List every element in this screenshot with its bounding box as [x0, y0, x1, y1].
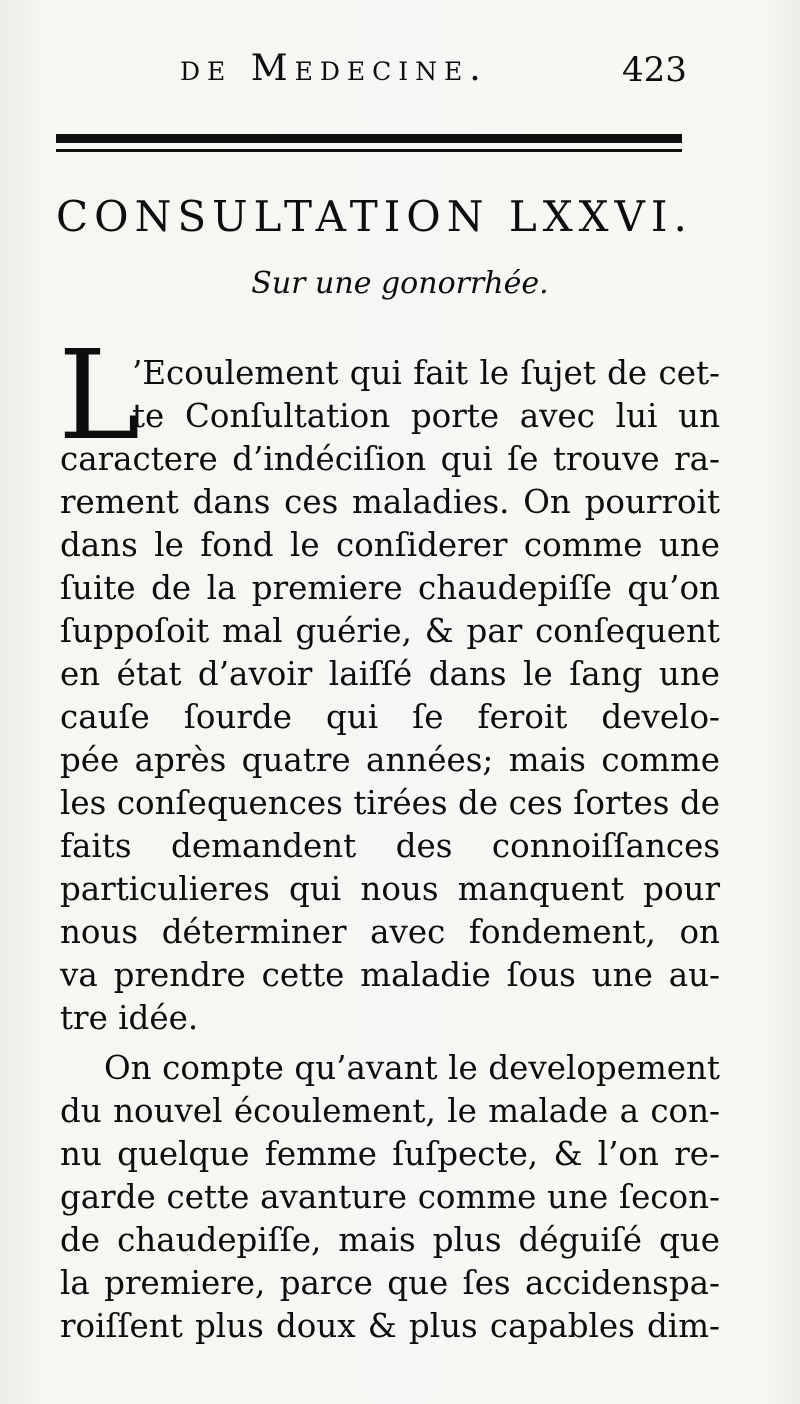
text-line: faits demandent des connoiſſances: [60, 827, 720, 865]
text-line: particulieres qui nous manquent pour: [60, 870, 720, 908]
consultation-title: CONSULTATION LXXVI.: [56, 192, 693, 241]
text-line: va prendre cette maladie ſous une au-: [60, 956, 720, 994]
text-line: garde cette avanture comme une ſecon-: [60, 1178, 720, 1216]
text-line: tre idée.: [60, 999, 199, 1037]
text-line: la premiere, parce que ſes accidenspa-: [60, 1264, 720, 1302]
paragraph-1: [60, 352, 720, 1040]
text-line: On compte qu’avant le developement: [104, 1049, 720, 1087]
running-head: de Medecine.: [180, 48, 488, 89]
text-line: caractere d’indéciſion qui ſe trouve ra-: [60, 440, 720, 478]
page-header: [0, 48, 800, 96]
text-line: nous déterminer avec fondement, on: [60, 913, 720, 951]
header-rule-thin: [56, 149, 682, 152]
text-line: rement dans ces maladies. On pourroit: [60, 483, 720, 521]
consultation-subtitle: Sur une gonorrhée.: [251, 266, 549, 301]
paragraph-2: [60, 1047, 720, 1348]
text-line: du nouvel écoulement, le malade a con-: [60, 1092, 720, 1130]
text-line: de chaudepiſſe, mais plus déguiſé que: [60, 1221, 720, 1259]
page-number: 423: [622, 50, 687, 90]
header-rule-thick: [56, 134, 682, 143]
text-line: pée après quatre années; mais comme: [60, 741, 720, 779]
text-line: roiſſent plus doux & plus capables dim-: [60, 1307, 720, 1345]
text-line: ’Ecoulement qui fait le ſujet de cet-: [132, 354, 720, 392]
text-line: cauſe ſourde qui ſe feroit develo-: [60, 698, 720, 736]
text-line: ſuite de la premiere chaudepiſſe qu’on: [60, 569, 720, 607]
text-line: nu quelque femme ſuſpecte, & l’on re-: [60, 1135, 720, 1173]
text-line: les conſequences tirées de ces ſortes de: [60, 784, 720, 822]
text-line: en état d’avoir laiſſé dans le ſang une: [60, 655, 720, 693]
text-line: ſuppoſoit mal guérie, & par conſequent: [60, 612, 720, 650]
text-line: dans le fond le conſiderer comme une: [60, 526, 720, 564]
drop-cap: L: [58, 324, 141, 468]
text-line: te Conſultation porte avec lui un: [132, 397, 720, 435]
